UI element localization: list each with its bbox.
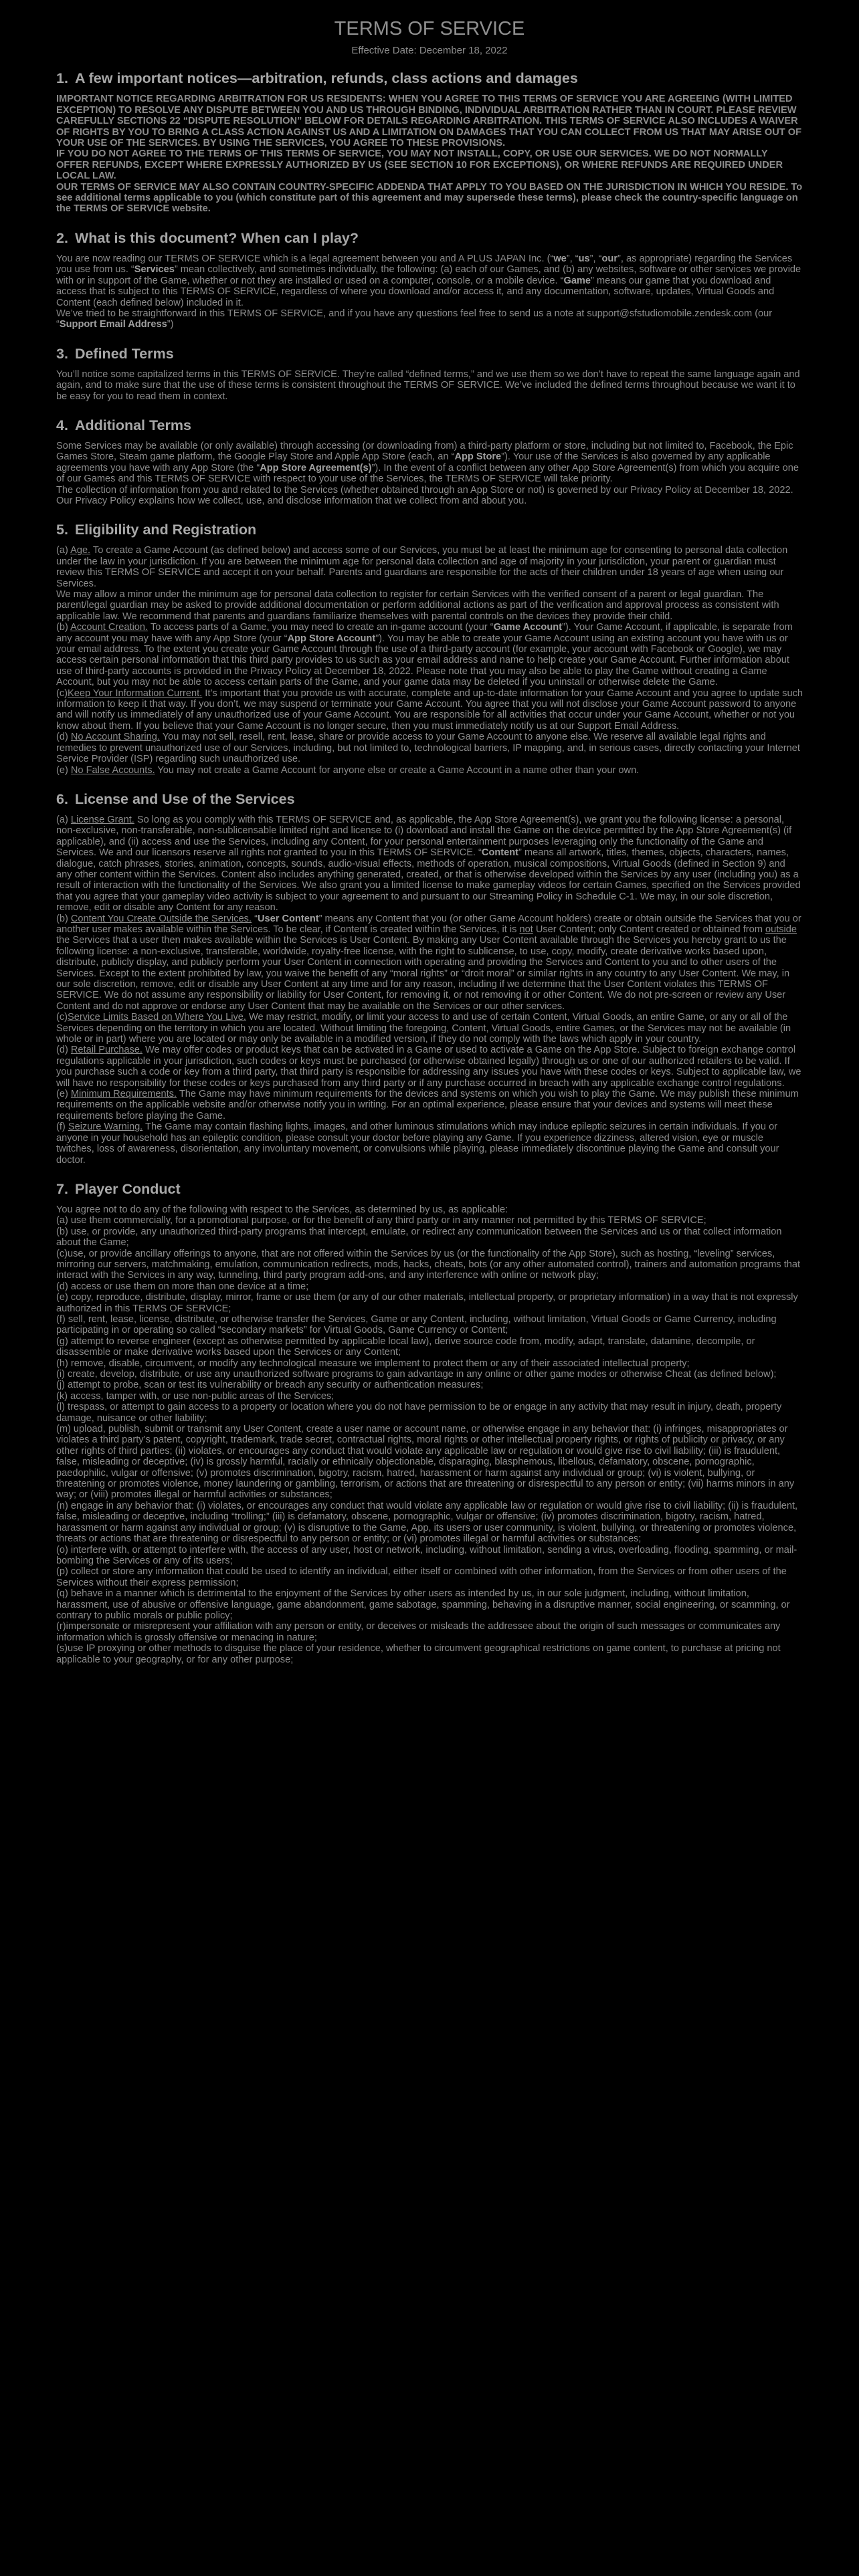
paragraph: IMPORTANT NOTICE REGARDING ARBITRATION FOR US RESIDENTS: WHEN YOU AGREE TO THIS TERMS OF SERVICE YOU ARE AGREEING (WITH LIMITED EXCEPTION) TO RESOLVE ANY DISPUTE BETWEEN YOU AND US THROUGH BINDING, INDIVIDUAL ARBITRATION RATHER THAN IN COURT. PLEASE REVIEW CAREFULLY SECTIONS 22 “DISPUTE RESOLUTION” BELOW FOR DETAILS REGARDING ARBITRATION. THIS TERMS OF SERVICE ALSO INCLUDES A WAIVER OF RIGHTS BY YOU TO BRING A CLASS ACTION AGAINST US AND A LIMITATION ON DAMAGES THAT YOU CAN COLLECT FROM US THAT MAY ARISE OUT OF YOUR USE OF THE SERVICES. BY USING THE SERVICES, YOU AGREE TO THESE PROVISIONS. [56, 94, 801, 149]
list-item: (d) access or use them on more than one device at a time; [56, 1281, 309, 1292]
list-item: (n) engage in any behavior that: (i) violates, or encourages any conduct that would violate any applicable law or regulation or would give rise to civil liability; (ii) is fraudulent, false, misleading or deceptive, including “trolling;” (iii) is defamatory, obscene, pornographic, vulgar or offensive; (iv) promotes discrimination, bigotry, racism, hatred, harassment or harm against any individual or group; (v) is disruptive to the Game, App, its users or user community, is violent, bullying, or threatening or promotes violence, threats or actions that are threatening or disrespectful to any person or entity; or (vi) promotes illegal or harmful activities or substances; [56, 1500, 798, 1545]
text: It’s important that you provide us with accurate, complete and up-to-date information for your Game Account and you agree to update such information to keep it that way. If you don’t, we may suspend or terminate your Game Account. You agree that you will not disclose your Game Account password to anyone and will notify us immediately of any unauthorized use of your Game Account. You are responsible for all activities that occur under your Game Account, whether or not you know about them. If you believe that your Game Account is no longer secure, then you must immediately notify us at our Support Email Address. [56, 687, 803, 732]
text: ”). Your Game Account, if applicable, is separate from any account you may have with any App Store (your “ [56, 622, 793, 644]
text: ” means all artwork, titles, themes, objects, characters, names, dialogue, catch phrases, stories, animation, concepts, sounds, audio-visual effects, methods of operation, musical compositions, Virtual Goods (defined in Section 9) and any other content within the Services. Content also includes anything generated, created, or that is otherwise developed within the Services by any user (including you) as a result of interaction with the functionality of the Services. We also grant you a limited license to make gameplay videos for certain Games, specified on the Services provided that you agree that your gameplay video activity is subject to your agreement to and pursuant to our Streaming Policy in Schedule C-1. We may, in our sole discretion, remove, edit or disable any Content for any reason. [56, 847, 801, 914]
section-5 [56, 521, 803, 776]
list-item: (g) attempt to reverse engineer (except as otherwise permitted by applicable local law), derive source code from, modify, adapt, translate, datamine, decompile, or disassemble or make derivative works based upon the Services or any Content; [56, 1335, 755, 1358]
defined-term: Game [563, 275, 591, 286]
text: The Game may contain flashing lights, images, and other luminous stimulations which may induce epileptic seizures in certain individuals. If you or anyone in your household has an epileptic condition, please consult your doctor before playing any Game. If you experience dizziness, altered vision, eye or muscle twitches, loss of awareness, disorientation, any involuntary movement, or convulsions while playing, please immediately discontinue playing the Game and consult your doctor. [56, 1121, 779, 1166]
section-number: 3. [56, 345, 68, 362]
list-item: (c)use, or provide ancillary offerings to anyone, that are not offered within the Services by us (or the functionality of the App Store), such as hosting, “leveling” services, mirroring our servers, matchmaking, emulation, communication redirects, mods, hacks, cheats, bots (or any other automated control), trainers and automation programs that interact with the Services in any way, tunneling, third party program add-ons, and any interference with online or network play; [56, 1248, 801, 1281]
text: So long as you comply with this TERMS OF SERVICE and, as applicable, the App Store Agreement(s), we grant you the following license: a personal, non-exclusive, non-transferable, non-sublicensable limited right and license to (i) download and install the Game on the device permitted by the App Store Agreement(s) (if applicable), and (ii) access and use the Services, including any Content, for your personal entertainment purposes leveraging only the functionality of the Game and Services. We and our licensors reserve all rights not granted to you in this TERMS OF SERVICE. “ [56, 814, 792, 859]
clause-label: License Grant. [70, 814, 134, 825]
clause-marker: (d) [56, 732, 71, 743]
text: ” means our game that you download and access that is subject to this TERMS OF SERVICE, regardless of where you download and/or access it, and any documentation, software, updates, Virtual Goods and Content (each defined below) included in it. [56, 275, 775, 308]
section-heading [56, 229, 803, 247]
paragraph [56, 914, 803, 1012]
clause-label: Service Limits Based on Where You Live. [68, 1012, 246, 1023]
defined-term: we [553, 253, 567, 264]
section-1 [56, 70, 803, 214]
paragraph [56, 622, 803, 687]
clause-label: Retail Purchase. [70, 1045, 142, 1056]
clause-label: No Account Sharing. [70, 732, 160, 743]
list-item: (s)use IP proxying or other methods to disguise the place of your residence, whether to circumvent geographical restrictions on game content, to purchase at pricing not applicable to your geography, or for any other purpose; [56, 1643, 781, 1665]
text: ” mean collectively, and sometimes individually, the following: (a) each of our Games, and (b) any websites, software or other services we provide with or in support of the Game, whether or not they are installed or used on a computer, console, or a mobile device. “ [56, 264, 801, 286]
section-heading [56, 790, 803, 808]
defined-term: Game Account [493, 622, 563, 633]
defined-term: us [578, 253, 590, 264]
defined-term: App Store Account [287, 633, 376, 644]
text: ”, “ [589, 253, 602, 264]
clause-marker: (b) [56, 622, 71, 633]
text: To access parts of a Game, you may need to create an in-game account (your “ [148, 622, 494, 633]
section-2 [56, 229, 803, 330]
text: You may not sell, resell, rent, lease, share or provide access to your Game Account to anyone else. We reserve all available legal rights and remedies to prevent unauthorized use of our Services, including, but not limited to, technological barriers, IP mapping, and, in serious cases, directly contacting your Internet Service Provider (ISP) regarding such unauthorized use. [56, 732, 800, 765]
text: ”, “ [566, 253, 579, 264]
section-title: License and Use of the Services [74, 790, 295, 807]
text: The Game may have minimum requirements for the devices and systems on which you wish to play the Game. We may publish these minimum requirements on the applicable website and/or otherwise notify you in writing. For an optimal experience, please ensure that your devices and systems will meet these requirements before playing the Game. [56, 1089, 799, 1121]
list-item: (b) use, or provide, any unauthorized third-party programs that intercept, emulate, or redirect any communication between the Services and us or that collect information about the Game; [56, 1226, 782, 1249]
section-title: Player Conduct [74, 1180, 181, 1197]
paragraph: (a) License Grant. So long as you comply with this TERMS OF SERVICE and, as applicable, the App Store Agreement(s), we grant you the following license: a personal, non-exclusive, non-transferable, non-sublicensable limited right and license to (i) download and install the Game on the device permitted by the App Store Agreement(s) (if applicable), and (ii) access and use the Services, including any Content, for your personal entertainment purposes leveraging only the functionality of the Game and Services. We and our licensors reserve all rights not granted to you in this TERMS OF SERVICE. “Content” means all artwork, titles, themes, objects, characters, names, dialogue, catch phrases, stories, animation, concepts, sounds, audio-visual effects, methods of operation, musical compositions, Virtual Goods (defined in Section 9) and any other content within the Services. Content also includes anything generated, created, or that is otherwise developed within the Services by any user (including you) as a result of interaction with the functionality of the Services. We also grant you a limited license to make gameplay videos for certain Games, specified on the Services provided that you agree that your gameplay video activity is subject to your agreement to and pursuant to our Streaming Policy in Schedule C-1. We may, in our sole discretion, remove, edit or disable any Content for any reason. [56, 814, 801, 914]
paragraph [56, 732, 803, 764]
text: We may restrict, modify, or limit your access to and use of certain Content, Virtual Goods, an entire Game, or any or all of the Services depending on the territory in which you are located. Without limiting the foregoing, Content, Virtual Goods, entire Games, or the Services may not be available (in whole or in part) where you are located or may only be available in a modified version, if they do not comply with the laws which apply in your country. [56, 1012, 791, 1045]
section-body [56, 441, 803, 506]
paragraph: IF YOU DO NOT AGREE TO THE TERMS OF THIS TERMS OF SERVICE, YOU MAY NOT INSTALL, COPY, OR USE OUR SERVICES. WE DO NOT NORMALLY OFFER REFUNDS, EXCEPT WHERE EXPRESSLY AUTHORIZED BY US (SEE SECTION 10 FOR EXCEPTIONS), OR WHERE REFUNDS ARE REQUIRED UNDER LOCAL LAW. [56, 148, 783, 182]
list-item: You agree not to do any of the following with respect to the Services, as determined by us, as applicable: [56, 1204, 508, 1215]
clause-label: Minimum Requirements. [70, 1089, 177, 1100]
text: You are now reading our TERMS OF SERVICE which is a legal agreement between you and A PLUS JAPAN Inc. (“ [56, 253, 554, 264]
list-item: (a) use them commercially, for a promotional purpose, or for the benefit of any third party or in any manner not permitted by this TERMS OF SERVICE; [56, 1215, 706, 1226]
list-item: (q) behave in a manner which is detrimental to the enjoyment of the Services by other users as intended by us, in our sole judgment, including, without limitation, harassment, use of abusive or offensive language, game abandonment, game sabotage, spamming, behaving in a disruptive manner, social engineering, or scamming, or contrary to public morals or public policy; [56, 1588, 790, 1621]
paragraph: (a) Age. To create a Game Account (as defined below) and access some of our Services, you must be at least the minimum age for consenting to personal data collection under the law in your jurisdiction. If you are between the minimum age for personal data collection and age of majority in your jurisdiction, your parent or guardian must review this TERMS OF SERVICE and accept it on your behalf. Parents and guardians are responsible for the acts of their children under 18 years of age when using our Services. [56, 545, 788, 589]
text: To create a Game Account (as defined below) and access some of our Services, you must be at least the minimum age for consenting to personal data collection under the law in your jurisdiction. If you are between the minimum age for personal data collection and age of majority in your jurisdiction, your parent or guardian must review this TERMS OF SERVICE and accept it on your behalf. Parents and guardians are responsible for the acts of their children under 18 years of age when using our Services. [56, 545, 788, 589]
section-number: 1. [56, 70, 68, 87]
paragraph [56, 765, 803, 776]
section-6 [56, 790, 803, 1166]
clause-label: Keep Your Information Current. [68, 687, 203, 699]
text: You may not create a Game Account for anyone else or create a Game Account in a name other than your own. [155, 764, 640, 776]
text: ”) [167, 319, 174, 330]
text: ”, as appropriate) regarding the Services you use from us. “ [56, 253, 793, 276]
section-title: What is this document? When can I play? [74, 229, 359, 246]
emphasis: not [519, 924, 533, 935]
paragraph [56, 253, 803, 308]
section-7 [56, 1180, 803, 1665]
paragraph [56, 441, 803, 485]
text: Some Services may be available (or only available) through accessing (or downloading from) a third-party platform or store, including but not limited to, Facebook, the Epic Games Store, Steam game platform, the Google Play Store and Apple App Store (each, an “ [56, 440, 793, 463]
clause-label: Age. [70, 545, 91, 556]
section-body [56, 253, 803, 330]
section-3 [56, 345, 803, 402]
section-number: 4. [56, 417, 68, 433]
text: ”). Your use of the Services is also governed by any applicable agreements you have with any App Store (the “ [56, 451, 771, 473]
section-heading [56, 1180, 803, 1198]
text: “ [252, 913, 258, 924]
paragraph [56, 1012, 803, 1045]
paragraph: The collection of information from you and related to the Services (whether obtained through an App Store or not) is governed by our Privacy Policy at December 18, 2022. Our Privacy Policy explains how we collect, use, and disclose information that we collect from and about you. [56, 484, 793, 506]
clause-marker: (f) [56, 1121, 68, 1133]
emphasis: outside [765, 924, 797, 935]
clause-label: Content You Create Outside the Services. [70, 913, 252, 924]
clause-label: Account Creation. [70, 622, 149, 633]
paragraph [56, 1045, 803, 1089]
paragraph: OUR TERMS OF SERVICE MAY ALSO CONTAIN COUNTRY-SPECIFIC ADDENDA THAT APPLY TO YOU BASED ON THE JURISDICTION IN WHICH YOU RESIDE. To see additional terms applicable to you (which constitute part of this agreement and may supersede these terms), please check the country-specific language on the TERMS OF SERVICE website. [56, 181, 803, 215]
section-4 [56, 417, 803, 506]
section-title: A few important notices—arbitration, refunds, class actions and damages [74, 70, 578, 87]
section-body [56, 1204, 803, 1665]
clause-marker: (e) [56, 764, 71, 776]
defined-term: Support Email Address [59, 319, 167, 330]
list-item: (p) collect or store any information that could be used to identify an individual, either itself or combined with other information, from the Services or from other users of the Services without their express permission; [56, 1566, 787, 1588]
section-body [56, 545, 803, 776]
defined-term: App Store [454, 451, 502, 463]
section-heading [56, 417, 803, 434]
list-item: (i) create, develop, distribute, or use any unauthorized software programs to gain advantage in any online or other game modes or otherwise Cheat (as defined below); [56, 1369, 777, 1380]
section-body [56, 369, 803, 402]
section-number: 7. [56, 1180, 68, 1197]
paragraph [56, 1089, 803, 1121]
list-item: (e) copy, reproduce, distribute, display, mirror, frame or use them (or any of our other materials, intellectual property, or proprietary information) in a way that is not expressly authorized in this TERMS OF SERVICE; [56, 1292, 798, 1314]
clause-marker: (c) [56, 1012, 68, 1023]
section-number: 6. [56, 790, 68, 807]
paragraph [56, 1121, 803, 1166]
section-title: Eligibility and Registration [74, 522, 257, 538]
section-body [56, 815, 803, 1166]
list-item: (l) trespass, or attempt to gain access to a property or location where you do not have permission to be or engage in any activity that may result in injury, death, property damage, nuisance or other liability; [56, 1402, 782, 1424]
list-item: (o) interfere with, or attempt to interfere with, the access of any user, host or network, including, without limitation, sending a virus, overloading, flooding, spamming, or mail-bombing the Services or any of its users; [56, 1544, 797, 1566]
section-number: 2. [56, 229, 68, 246]
list-item: (j) attempt to probe, scan or test its vulnerability or breach any security or authentication measures; [56, 1380, 484, 1391]
clause-marker: (b) [56, 913, 71, 924]
text: User Content; only Content created or obtained from [533, 924, 765, 935]
text: ”). In the event of a conflict between any other App Store Agreement(s) from which you acquire one of our Games and this TERMS OF SERVICE with respect to your use of the Services, the TERMS OF SERVICE will take priority. [56, 462, 799, 485]
clause-marker: (c) [56, 687, 68, 699]
paragraph [56, 308, 803, 330]
text: We may offer codes or product keys that can be activated in a Game or used to activate a Game on the App Store. Subject to foreign exchange control regulations applicable in your jurisdiction, such codes or keys must be purchased (or otherwise obtained legally) through us or one of our authorized retailers to be valid. If you purchase such a code or key from a third party, that third party is responsible for addressing any issues you have with these codes or keys. Subject to applicable law, we will have no responsibility for these codes or keys purchased from any third party or if any purchase occurred in breach with any applicable exchange control regulations. [56, 1045, 801, 1089]
list-item: (r)impersonate or misrepresent your affiliation with any person or entity, or deceives or misleads the addressee about the origin of such messages or communicates any information which is grossly offensive or menacing in nature; [56, 1621, 781, 1643]
clause-label: Seizure Warning. [68, 1121, 143, 1133]
list-item: (h) remove, disable, circumvent, or modify any technological measure we implement to protect them or any of their associated intellectual property; [56, 1358, 690, 1369]
defined-term: Services [134, 264, 175, 276]
defined-term: Content [481, 847, 519, 859]
clause-marker: (e) [56, 1089, 71, 1100]
paragraph: We may allow a minor under the minimum age for personal data collection to register for certain Services with the verified consent of a parent or legal guardian. The parent/legal guardian may be asked to provide additional documentation or perform additional actions as part of the verification and approval process as consistent with applicable law. We recommend that parents and guardians familiarize themselves with parental controls on the devices they provide their child. [56, 589, 779, 622]
paragraph: You’ll notice some capitalized terms in this TERMS OF SERVICE. They’re called “defined terms,” and we use them so we don’t have to repeat the same language again and again, and to make sure that the use of these terms is consistent throughout the TERMS OF SERVICE. We’ve included the defined terms throughout because we want it to be easy for you to read them in context. [56, 368, 800, 402]
defined-term: User Content [257, 913, 319, 924]
effective-date: Effective Date: December 18, 2022 [351, 45, 508, 56]
section-heading [56, 70, 803, 87]
section-body [56, 94, 803, 214]
clause-marker: (d) [56, 1045, 71, 1056]
list-item: (m) upload, publish, submit or transmit any User Content, create a user name or account name, or otherwise engage in any behavior that: (i) infringes, misappropriates or violates a third party’s patent, copyright, trademark, trade secret, contractual rights, moral rights or other intellectual property rights, or rights of publicity or privacy, or any other rights of third parties; (ii) violates, or encourages any conduct that would violate any applicable law or regulation or would give rise to civil liability; (iii) is fraudulent, false, misleading or deceptive; (iv) is grossly harmful, racially or ethnically objectionable, disparaging, blasphemous, libellous, defamatory, obscene, pornographic, paedophilic, vulgar or offensive; (v) promotes discrimination, bigotry, racism, hatred, harassment or harm against any individual or group; (vi) is violent, bullying, or threatening or promotes violence, money laundering or gambling, terrorism, or actions that are threatening or disrespectful to any person or entity; (vii) harms minors in any way; or (viii) promotes illegal or harmful activities or substances; [56, 1424, 795, 1501]
section-number: 5. [56, 522, 68, 538]
defined-term: App Store Agreement(s) [260, 462, 372, 473]
section-title: Additional Terms [74, 417, 191, 433]
section-heading [56, 521, 803, 538]
list-item: (f) sell, rent, lease, license, distribute, or otherwise transfer the Services, Game or any Content, including, without limitation, Virtual Goods or Game Currency, including participating in or operating so called “secondary markets” for Virtual Goods, Game Currency or Content; [56, 1313, 777, 1336]
text: the Services that a user then makes available within the Services is User Content. By making any User Content available through the Services you hereby grant to us the following license: a non-exclusive, transferable, worldwide, royalty-free license, with the right to sublicense, to use, copy, modify, create derivative works based upon, distribute, publicly display, and publicly perform your User Content in connection with operating and providing the Services and Content to you and to other users of the Services. Except to the extent prohibited by law, you waive the benefit of any “moral rights” or “droit moral” or similar rights in any country to any User Content. We may, in our sole discretion, remove, edit or disable any User Content at any time and for any reason, including if we determine that the User Content violates this TERMS OF SERVICE. We do not assume any responsibility or liability for User Content, for removing it, or not removing it or other Content. We do not pre-screen or review any User Content and do not approve or endorse any User Content that may be available on the Services or our other services. [56, 935, 790, 1012]
text: ”). You may be able to create your Game Account using an existing account you have with us or your email address. To the extent you create your Game Account through the use of a third-party account (for example, your account with Facebook or Google), we may access certain personal information that this third party provides to us such as your email address and name to help create your Game Account. Further information about use of third-party accounts is provided in the Privacy Policy at December 18, 2022. Please note that you may also be able to play the Game without creating a Game Account, but you may not be able to access certain parts of the Game, and your game data may be deleted if you uninstall or otherwise delete the Game. [56, 633, 789, 688]
paragraph [56, 688, 803, 732]
terms-page [56, 0, 803, 1665]
text: We’ve tried to be straightforward in this TERMS OF SERVICE, and if you have any questions feel free to send us a note at support@sfstudiomobile.zendesk.com (our “ [56, 308, 773, 330]
section-title: Defined Terms [74, 345, 174, 362]
defined-term: our [601, 253, 618, 264]
list-item: (k) access, tamper with, or use non-public areas of the Services; [56, 1390, 335, 1402]
section-heading [56, 345, 803, 362]
text: ” means any Content that you (or other Game Account holders) create or obtain outside the Services that you or another user makes available within the Services. To be clear, if Content is created within the Services, it is [56, 913, 801, 935]
clause-label: No False Accounts. [70, 764, 155, 776]
page-title: TERMS OF SERVICE [334, 18, 525, 39]
